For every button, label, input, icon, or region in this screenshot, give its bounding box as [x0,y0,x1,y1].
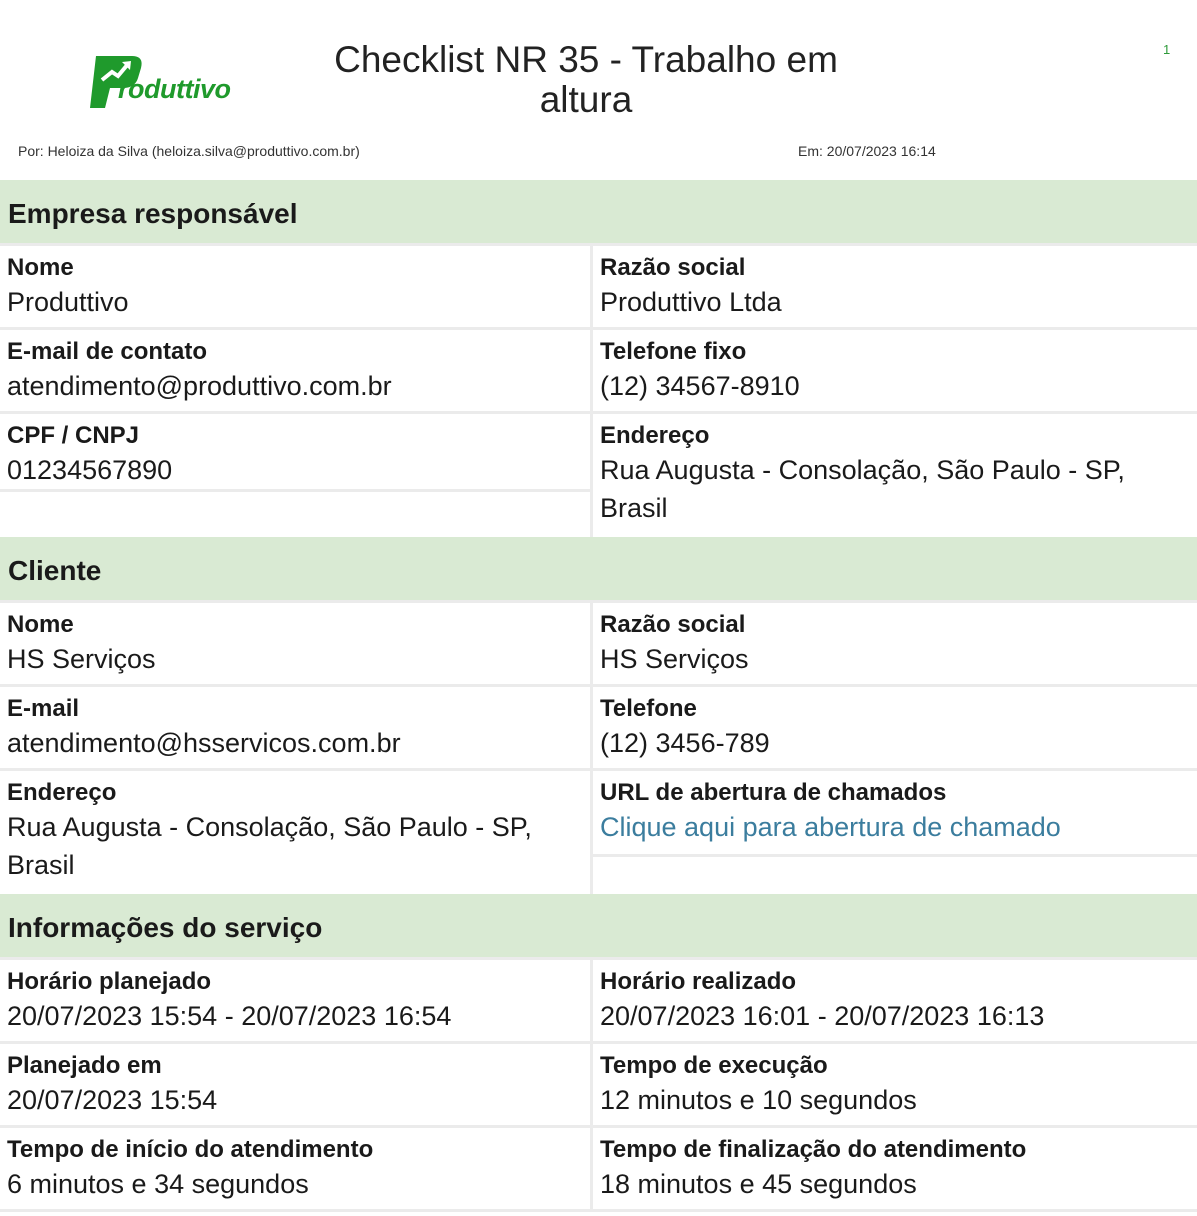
field-label: Tempo de início do atendimento [7,1136,374,1163]
empty-cell-filler [0,489,590,529]
author-info: Por: Heloiza da Silva (heloiza.silva@produttivo.com.br) [18,143,360,159]
field-horario-planejado [0,960,593,1044]
field-label: CPF / CNPJ [7,422,140,449]
field-label: Razão social [600,611,746,638]
section-empresa [0,246,1197,537]
creation-date: Em: 20/07/2023 16:14 [798,143,936,159]
logo-wordmark: roduttivo [118,74,231,104]
empty-cell-filler [593,854,1197,894]
field-cliente-endereco [0,771,593,894]
page-number: 1 [1163,42,1171,57]
field-cliente-razao-social [593,603,1197,687]
field-label: Endereço [600,422,710,449]
section-empresa-header: Empresa responsável [0,180,1197,246]
field-cliente-nome [0,603,593,687]
document-header [0,0,1197,180]
field-label: Horário realizado [600,968,797,995]
field-label: Telefone fixo [600,338,747,365]
field-value: 18 minutos e 45 segundos [600,1169,917,1199]
field-tempo-execucao [593,1044,1197,1128]
field-label: Tempo de execução [600,1052,828,1079]
field-label: E-mail [7,695,80,722]
field-value: 20/07/2023 16:01 - 20/07/2023 16:13 [600,1001,1045,1031]
field-label: Horário planejado [7,968,212,995]
document-title: Checklist NR 35 - Trabalho em altura [334,39,838,120]
field-value: 01234567890 [7,455,173,485]
field-planejado-em [0,1044,593,1128]
field-value: Produttivo Ltda [600,287,782,317]
field-value: 20/07/2023 15:54 - 20/07/2023 16:54 [7,1001,452,1031]
field-label: Telefone [600,695,697,722]
field-value: (12) 3456-789 [600,728,770,758]
produttivo-logo [88,50,248,112]
field-empresa-cnpj [0,414,593,537]
field-label: Tempo de finalização do atendimento [600,1136,1027,1163]
field-value: (12) 34567-8910 [600,371,800,401]
field-empresa-email [0,330,593,414]
field-value: Rua Augusta - Consolação, São Paulo - SP, Brasil [600,455,1125,523]
field-tempo-inicio [0,1128,593,1212]
open-ticket-link[interactable]: Clique aqui para abertura de chamado [600,812,1061,842]
field-tempo-finalizacao [593,1128,1197,1212]
field-value: atendimento@hsservicos.com.br [7,728,401,758]
section-servico [0,960,1197,1212]
field-value: Rua Augusta - Consolação, São Paulo - SP, Brasil [7,812,532,880]
field-cliente-telefone [593,687,1197,771]
field-value: HS Serviços [600,644,749,674]
field-value: 6 minutos e 34 segundos [7,1169,309,1199]
section-cliente [0,603,1197,894]
field-empresa-endereco [593,414,1197,537]
field-empresa-razao-social [593,246,1197,330]
field-value: atendimento@produttivo.com.br [7,371,392,401]
field-cliente-url [593,771,1197,894]
field-empresa-telefone [593,330,1197,414]
field-value: Produttivo [7,287,129,317]
field-label: E-mail de contato [7,338,208,365]
field-label: Nome [7,254,74,281]
section-cliente-header: Cliente [0,537,1197,603]
field-value: HS Serviços [7,644,156,674]
field-label: Nome [7,611,74,638]
field-value: 20/07/2023 15:54 [7,1085,218,1115]
field-empresa-nome [0,246,593,330]
field-label: Razão social [600,254,746,281]
field-value: 12 minutos e 10 segundos [600,1085,917,1115]
field-horario-realizado [593,960,1197,1044]
field-label: Planejado em [7,1052,162,1079]
section-servico-header: Informações do serviço [0,894,1197,960]
field-label: Endereço [7,779,117,806]
field-label: URL de abertura de chamados [600,779,947,806]
field-cliente-email [0,687,593,771]
